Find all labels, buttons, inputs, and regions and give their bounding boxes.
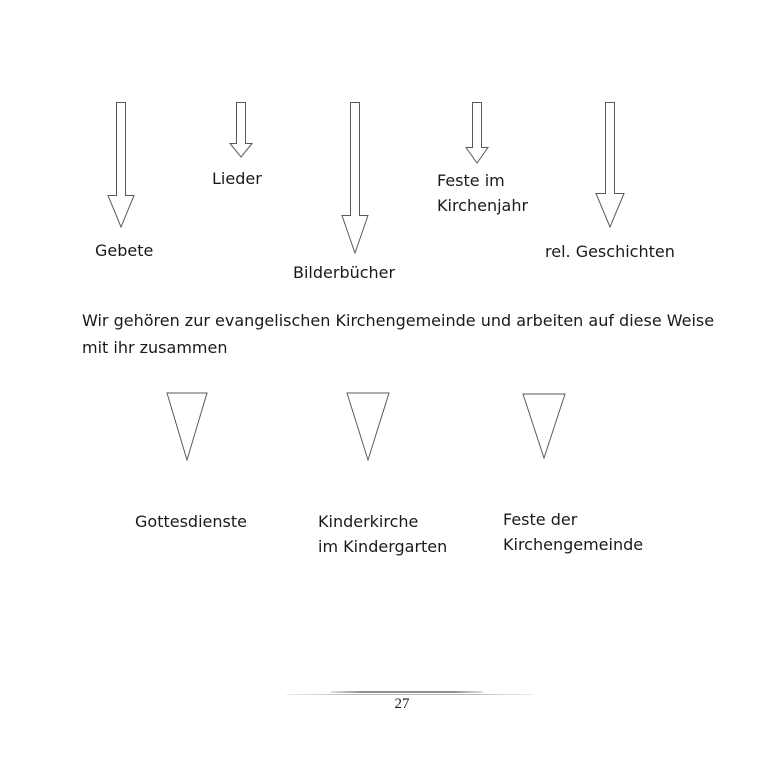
footer-divider-dark — [331, 691, 483, 693]
arrow-label-gebete-text: Gebete — [95, 241, 154, 260]
triangle-label-kinderkirche-line2: im Kindergarten — [318, 537, 448, 556]
triangle-label-kinderkirche — [318, 509, 447, 559]
arrow-label-feste-line2: Kirchenjahr — [437, 196, 529, 215]
down-triangle-icon — [522, 393, 566, 460]
triangle-label-kinderkirche-line1: Kinderkirche — [318, 512, 419, 531]
intro-paragraph — [82, 307, 714, 361]
arrow-label-bilderbuecher-text: Bilderbücher — [293, 263, 396, 282]
down-arrow-icon — [595, 102, 625, 228]
arrow-label-feste-im-kirchenjahr — [437, 168, 528, 218]
arrow-label-bilderbuecher — [293, 260, 395, 285]
intro-paragraph-line1: Wir gehören zur evangelischen Kirchengemeinde und arbeiten auf diese Weise — [82, 311, 715, 330]
arrow-label-rel-geschichten — [545, 239, 675, 264]
triangle-label-feste-der-kirchengemeinde — [503, 507, 643, 557]
page-number: 27 — [394, 696, 410, 712]
down-arrow-icon — [229, 102, 253, 158]
down-arrow-icon — [341, 102, 369, 254]
arrow-label-lieder-text: Lieder — [212, 169, 262, 188]
footer-divider-light — [286, 694, 534, 695]
down-triangle-icon — [166, 392, 208, 462]
arrow-label-feste-line1: Feste im — [437, 171, 505, 190]
down-triangle-icon — [346, 392, 390, 462]
down-arrow-icon — [107, 102, 135, 228]
down-arrow-icon — [465, 102, 489, 164]
arrow-label-lieder — [212, 166, 262, 191]
triangle-label-feste-line2: Kirchengemeinde — [503, 535, 644, 554]
arrow-label-rel-geschichten-text: rel. Geschichten — [545, 242, 675, 261]
triangle-label-gottesdienste — [135, 509, 247, 534]
intro-paragraph-line2: mit ihr zusammen — [82, 338, 228, 357]
triangle-label-gottesdienste-text: Gottesdienste — [135, 512, 247, 531]
triangle-label-feste-line1: Feste der — [503, 510, 578, 529]
arrow-label-gebete — [95, 238, 153, 263]
